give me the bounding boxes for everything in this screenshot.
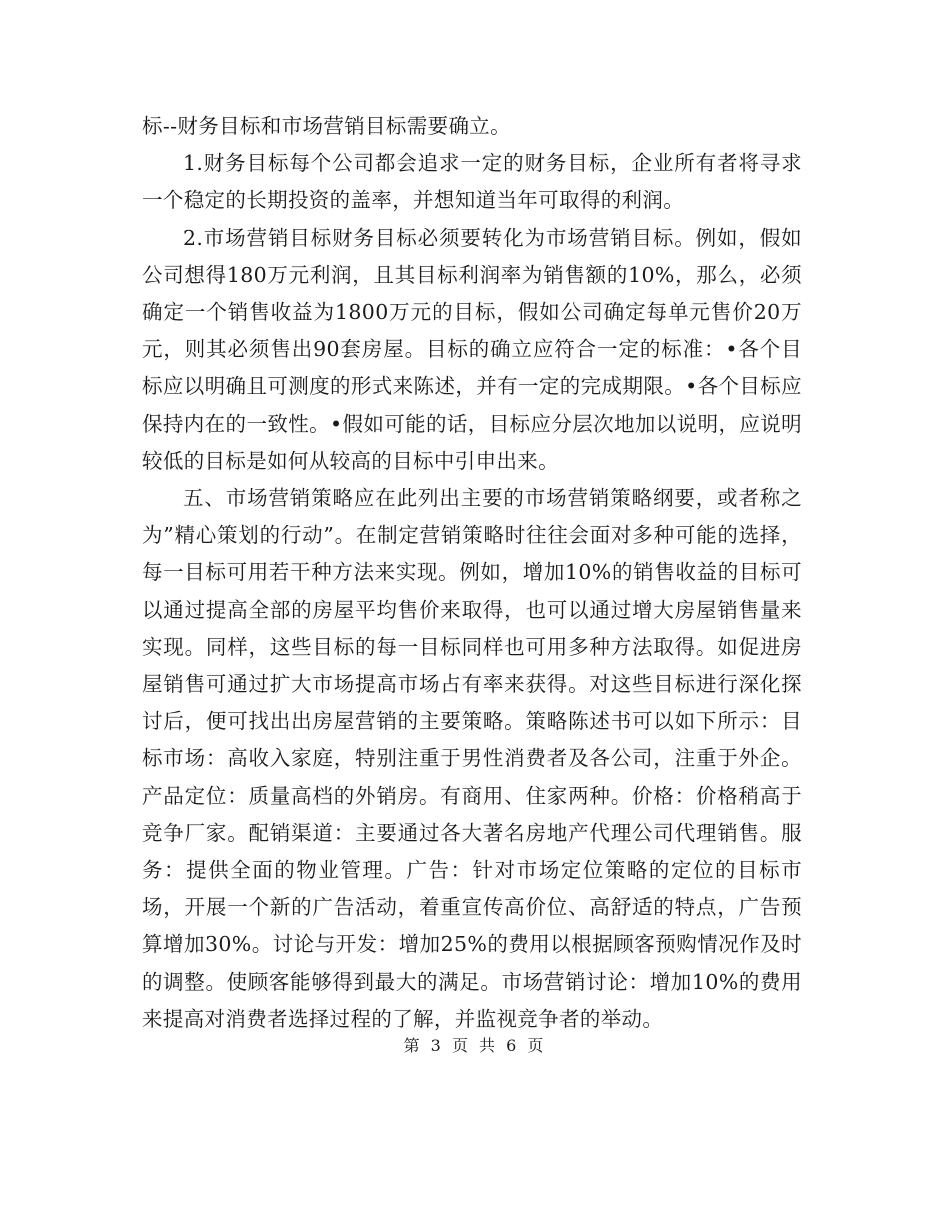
paragraph-financial-goal: 1.财务目标每个公司都会追求一定的财务目标，企业所有者将寻求一个稳定的长期投资的盖率，并想知道当年可取得的利润。 xyxy=(142,151,802,213)
paragraph-marketing-strategy: 五、市场营销策略应在此列出主要的市场营销策略纲要，或者称之为”精心策划的行动”。在制定营销策略时往往会面对多种可能的选择，每一目标可用若干种方法来实现。例如，增加10%的销售收益的目标可以通过提高全部的房屋平均售价来取得，也可以通过增大房屋销售量来实现。同样，这些目标的每一目标同样也可用多种方法取得。如促进房屋销售可通过扩大市场提高市场占有率来获得。对这些目标进行深化探讨后，便可找出出房屋营销的主要策略。策略陈述书可以如下所示：目标市场：高收入家庭，特别注重于男性消费者及各公司，注重于外企。产品定位：质量高档的外销房。有商用、住家两种。价格：价格稍高于竞争厂家。配销渠道：主要通过各大著名房地产代理公司代理销售。服务：提供全面的物业管理。广告：针对市场定位策略的定位的目标市场，开展一个新的广告活动，着重宣传高价位、高舒适的特点，广告预算增加30%。讨论与开发：增加25%的费用以根据顾客预购情况作及时的调整。使顾客能够得到最大的满足。市场营销讨论：增加10%的费用来提高对消费者选择过程的了解，并监视竞争者的举动。 xyxy=(142,486,802,1031)
paragraph-marketing-goal: 2.市场营销目标财务目标必须要转化为市场营销目标。例如，假如公司想得180万元利润，且其目标利润率为销售额的10%，那么，必须确定一个销售收益为1800万元的目标，假如公司确定每单元售价20万元，则其必须售出90套房屋。目标的确立应符合一定的标准：•各个目标应以明确且可测度的形式来陈述，并有一定的完成期限。•各个目标应保持内在的一致性。•假如可能的话，目标应分层次地加以说明，应说明较低的目标是如何从较高的目标中引申出来。 xyxy=(142,225,802,473)
document-body xyxy=(142,108,802,1038)
paragraph-continuation: 标--财务目标和市场营销目标需要确立。 xyxy=(142,114,512,138)
page-number-footer: 第 3 页 共 6 页 xyxy=(403,1036,547,1055)
